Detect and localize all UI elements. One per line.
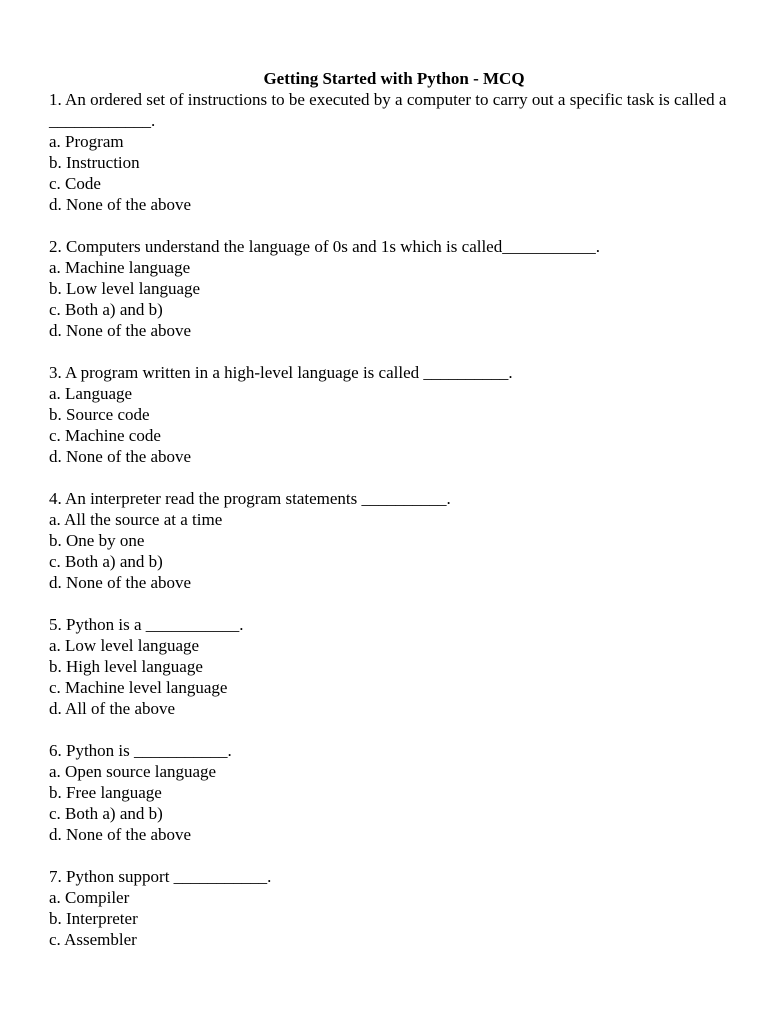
question-text: 3. A program written in a high-level language is called __________.: [49, 363, 513, 382]
option-a: a. All the source at a time: [49, 510, 223, 529]
question-6: [49, 740, 729, 845]
option-c: c. Both a) and b): [49, 300, 163, 319]
document-page: [49, 68, 729, 971]
option-b: b. High level language: [49, 657, 203, 676]
option-b: b. Low level language: [49, 279, 201, 298]
option-a: a. Open source language: [49, 762, 217, 781]
option-c: c. Machine code: [49, 426, 161, 445]
question-text: 6. Python is ___________.: [49, 741, 232, 760]
option-d: d. None of the above: [49, 195, 192, 214]
option-c: c. Machine level language: [49, 678, 228, 697]
option-c: c. Both a) and b): [49, 804, 163, 823]
option-d: d. None of the above: [49, 321, 192, 340]
option-c: c. Assembler: [49, 930, 137, 949]
option-a: a. Low level language: [49, 636, 200, 655]
question-5: [49, 614, 729, 719]
option-d: d. None of the above: [49, 825, 192, 844]
question-text: 5. Python is a ___________.: [49, 615, 244, 634]
option-b: b. Source code: [49, 405, 150, 424]
question-7: [49, 866, 729, 950]
option-a: a. Compiler: [49, 888, 130, 907]
question-text: 4. An interpreter read the program statements __________.: [49, 489, 451, 508]
question-2: [49, 236, 729, 341]
question-4: [49, 488, 729, 593]
question-3: [49, 362, 729, 467]
option-c: c. Both a) and b): [49, 552, 163, 571]
option-a: a. Language: [49, 384, 133, 403]
option-b: b. One by one: [49, 531, 145, 550]
option-d: d. None of the above: [49, 573, 192, 592]
question-text: 7. Python support ___________.: [49, 867, 272, 886]
option-a: a. Machine language: [49, 258, 191, 277]
question-text: 1. An ordered set of instructions to be executed by a computer to carry out a specific task is called a ____________.: [49, 90, 731, 130]
option-a: a. Program: [49, 132, 124, 151]
document-title: Getting Started with Python - MCQ: [263, 69, 525, 88]
question-text: 2. Computers understand the language of 0s and 1s which is called___________.: [49, 237, 600, 256]
question-1: [49, 89, 729, 215]
option-b: b. Free language: [49, 783, 162, 802]
option-d: d. None of the above: [49, 447, 192, 466]
option-b: b. Interpreter: [49, 909, 138, 928]
option-c: c. Code: [49, 174, 101, 193]
option-d: d. All of the above: [49, 699, 176, 718]
option-b: b. Instruction: [49, 153, 140, 172]
